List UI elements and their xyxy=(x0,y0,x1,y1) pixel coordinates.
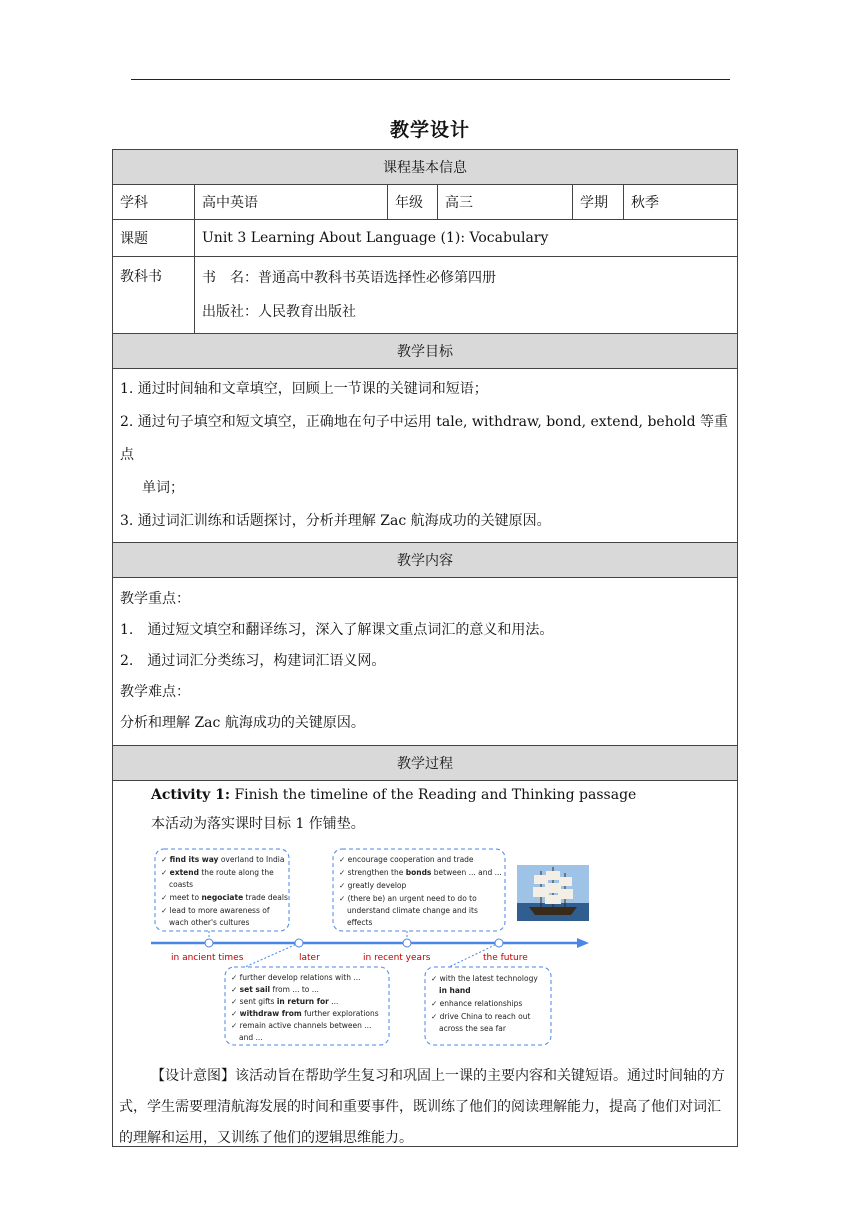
box1-line-1: ✓ find its way overland to India xyxy=(161,855,285,864)
term-label: 学期 xyxy=(573,185,624,220)
key-point-1: 1. 通过短文填空和翻译练习，深入了解课文重点词汇的意义和用法。 xyxy=(120,622,554,638)
box3-line-5: understand climate change and its xyxy=(347,906,478,915)
key-points-label: 教学重点： xyxy=(120,591,190,607)
box3-line-3: ✓ greatly develop xyxy=(339,881,407,890)
header-rule xyxy=(131,79,730,80)
timeline-figure xyxy=(149,845,599,1050)
box1-line-5: ✓ lead to more awareness of xyxy=(161,906,270,915)
box2-line-5: ✓ remain active channels between ... xyxy=(231,1021,372,1030)
box2-line-4: ✓ withdraw from further explorations xyxy=(231,1009,379,1018)
textbook-publisher: 出版社：人民教育出版社 xyxy=(202,304,356,320)
timeline-arrow xyxy=(577,938,589,948)
grade-label: 年级 xyxy=(388,185,438,220)
timeline-node-4 xyxy=(495,939,503,947)
section-header-content: 教学内容 xyxy=(113,543,738,578)
label-ancient-times: in ancient times xyxy=(171,953,244,963)
box1-line-2: ✓ extend the route along the xyxy=(161,868,274,877)
box2-line-1: ✓ further develop relations with ... xyxy=(231,973,361,982)
activity-1-text: Finish the timeline of the Reading and Thinking passage xyxy=(230,787,637,803)
box4-line-3: ✓ enhance relationships xyxy=(431,999,523,1008)
grade-value: 高三 xyxy=(438,185,573,220)
box4-line-1: ✓ with the latest technology xyxy=(431,974,538,983)
box1-line-4: ✓ meet to negociate trade deals xyxy=(161,893,288,902)
difficulty-label: 教学难点： xyxy=(120,684,190,700)
box3-line-2: ✓ strengthen the bonds between ... and ... xyxy=(339,868,502,877)
section-header-process: 教学过程 xyxy=(113,746,738,781)
box1-line-6: wach other's cultures xyxy=(169,918,250,927)
box2-line-6: and ... xyxy=(239,1033,263,1042)
goals-block xyxy=(113,369,738,543)
topic-label: 课题 xyxy=(113,220,195,257)
goal-item-3: 3. 通过词汇训练和话题探讨，分析并理解 Zac 航海成功的关键原因。 xyxy=(120,513,551,529)
subject-value: 高中英语 xyxy=(195,185,388,220)
box2-line-2: ✓ set sail from ... to ... xyxy=(231,985,319,994)
goal-item-2-cont: 单词； xyxy=(142,480,184,496)
topic-value: Unit 3 Learning About Language (1): Vocabulary xyxy=(195,220,738,257)
box3-line-1: ✓ encourage cooperation and trade xyxy=(339,855,474,864)
timeline-node-3 xyxy=(403,939,411,947)
box4-line-2: in hand xyxy=(439,986,471,995)
textbook-label: 教科书 xyxy=(113,257,195,334)
lesson-plan-table xyxy=(112,149,738,1147)
activity-1-note: 本活动为落实课时目标 1 作铺垫。 xyxy=(151,816,365,832)
goal-item-1: 1. 通过时间轴和文章填空，回顾上一节课的关键词和短语； xyxy=(120,381,488,397)
timeline-node-2 xyxy=(295,939,303,947)
section-header-basic-info: 课程基本信息 xyxy=(113,150,738,185)
key-point-2: 2. 通过词汇分类练习，构建词汇语义网。 xyxy=(120,653,386,669)
content-block xyxy=(113,578,738,746)
box3-line-4: ✓ (there be) an urgent need to do to xyxy=(339,894,477,903)
timeline-labels xyxy=(171,953,528,963)
box4-line-5: across the sea far xyxy=(439,1024,506,1033)
difficulty-1: 分析和理解 Zac 航海成功的关键原因。 xyxy=(120,715,365,731)
box4-line-4: ✓ drive China to reach out xyxy=(431,1012,531,1021)
process-block xyxy=(113,781,738,1147)
label-future: the future xyxy=(483,953,528,963)
design-intent: 【设计意图】该活动旨在帮助学生复习和巩固上一课的主要内容和关键短语。通过时间轴的方式，学生需要理清航海发展的时间和重要事件，既训练了他们的阅读理解能力，提高了他们对词汇的理解和运用，又训练了他们的逻辑思维能力。 xyxy=(119,1068,725,1146)
label-later: later xyxy=(299,953,320,963)
label-recent-years: in recent years xyxy=(363,953,431,963)
activity-1-title xyxy=(151,787,636,803)
timeline-node-1 xyxy=(205,939,213,947)
textbook-info xyxy=(195,257,738,334)
goal-item-2: 2. 通过句子填空和短文填空，正确地在句子中运用 tale, withdraw, bond, extend, behold 等重点 xyxy=(120,414,729,463)
box3-line-6: effects xyxy=(347,918,373,927)
box1-line-3: coasts xyxy=(169,880,194,889)
box2-line-3: ✓ sent gifts in return for ... xyxy=(231,997,339,1006)
sailing-ship-image xyxy=(517,865,589,921)
section-header-goals: 教学目标 xyxy=(113,334,738,369)
term-value: 秋季 xyxy=(624,185,738,220)
subject-label: 学科 xyxy=(113,185,195,220)
page-title: 教学设计 xyxy=(389,119,470,141)
textbook-name: 书 名：普通高中教科书英语选择性必修第四册 xyxy=(202,270,496,286)
activity-1-number: Activity 1: xyxy=(151,787,231,803)
